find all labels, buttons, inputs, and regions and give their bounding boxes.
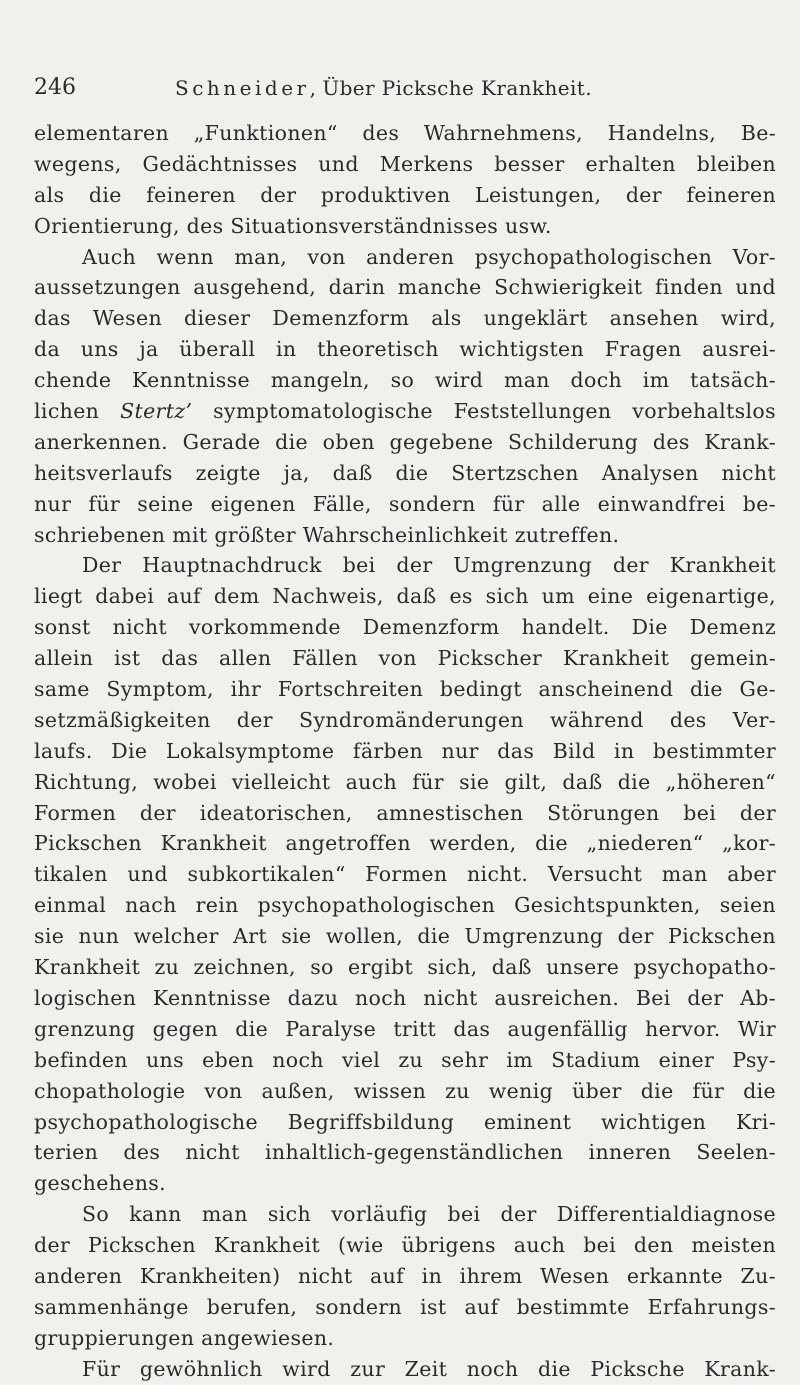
running-title	[175, 70, 592, 106]
text-line: So kann man sich vorläufig bei der Differentialdiagnose	[82, 1202, 776, 1227]
text-line: logischen Kenntnisse dazu noch nicht ausreichen. Bei der Ab-	[34, 985, 776, 1010]
text-line: geschehens.	[34, 1171, 167, 1196]
text-line: terien des nicht inhaltlich-gegenständlichen inneren Seelen-	[34, 1140, 776, 1165]
text-line: Richtung, wobei vielleicht auch für sie gilt, daß die „höheren“	[34, 769, 776, 794]
text-line: aussetzungen ausgehend, darin manche Schwierigkeit finden und	[34, 275, 776, 300]
text-line: der Pickschen Krankheit (wie übrigens auch bei den meisten	[34, 1233, 776, 1258]
text-line: einmal nach rein psychopathologischen Gesichtspunkten, seien	[34, 893, 776, 918]
text-line: schriebenen mit größter Wahrscheinlichkeit zutreffen.	[34, 522, 620, 547]
text-line: setzmäßigkeiten der Syndromänderungen während des Ver-	[34, 707, 776, 732]
running-header	[34, 70, 764, 106]
text-line: sammenhänge berufen, sondern ist auf bestimmte Erfahrungs-	[34, 1294, 776, 1319]
paragraph-1	[34, 118, 776, 242]
text-line: Krankheit zu zeichnen, so ergibt sich, daß unsere psychopatho-	[34, 955, 776, 980]
text-line: Pickschen Krankheit angetroffen werden, die „niederen“ „kor-	[34, 831, 776, 856]
page-number: 246	[34, 75, 76, 100]
text-line: befinden uns eben noch viel zu sehr im Stadium einer Psy-	[34, 1047, 776, 1072]
text-line: tikalen und subkortikalen“ Formen nicht. Versucht man aber	[34, 862, 776, 887]
paragraph-5	[34, 1354, 776, 1385]
text-line: laufs. Die Lokalsymptome färben nur das Bild in bestimmter	[34, 738, 776, 763]
text-line: same Symptom, ihr Fortschreiten bedingt anscheinend die Ge-	[34, 677, 776, 702]
text-line: heitsverlaufs zeigte ja, daß die Stertzschen Analysen nicht	[34, 460, 776, 485]
text-line: da uns ja überall in theoretisch wichtigsten Fragen ausrei-	[34, 337, 776, 362]
text-line: allein ist das allen Fällen von Pickscher Krankheit gemein-	[34, 646, 776, 671]
italic-name: Stertz’	[120, 399, 193, 424]
text-segment: symptomatologische Feststellungen vorbehaltslos	[192, 399, 776, 424]
text-line: Der Hauptnachdruck bei der Umgrenzung der Krankheit	[82, 553, 776, 578]
running-title-text: Über Picksche Krankheit.	[322, 76, 592, 100]
text-line: Auch wenn man, von anderen psychopathologischen Vor-	[82, 244, 776, 269]
text-line: nur für seine eigenen Fälle, sondern für alle einwandfrei be-	[34, 491, 776, 516]
text-line: chopathologie von außen, wissen zu wenig über die für die	[34, 1078, 776, 1103]
text-line: als die feineren der produktiven Leistungen, der feineren	[34, 182, 776, 207]
text-line: Für gewöhnlich wird zur Zeit noch die Picksche Krank-	[82, 1356, 776, 1381]
text-line: psychopathologische Begriffsbildung eminent wichtigen Kri-	[34, 1109, 776, 1134]
running-separator: ,	[309, 76, 323, 100]
text-segment: lichen	[34, 399, 121, 424]
paragraph-4	[34, 1199, 776, 1353]
text-line: wegens, Gedächtnisses und Merkens besser erhalten bleiben	[34, 151, 776, 176]
paragraph-2	[34, 242, 776, 551]
text-line: sie nun welcher Art sie wollen, die Umgrenzung der Pickschen	[34, 924, 776, 949]
text-line: das Wesen dieser Demenzform als ungeklärt ansehen wird,	[34, 306, 776, 331]
body-text	[34, 118, 776, 1385]
text-line: sonst nicht vorkommende Demenzform handelt. Die Demenz	[34, 615, 776, 640]
running-author: Schneider	[175, 76, 310, 100]
text-line: Orientierung, des Situationsverständnisses usw.	[34, 213, 552, 238]
text-line: liegt dabei auf dem Nachweis, daß es sich um eine eigenartige,	[34, 584, 776, 609]
text-line: grenzung gegen die Paralyse tritt das augenfällig hervor. Wir	[34, 1016, 776, 1041]
text-line: elementaren „Funktionen“ des Wahrnehmens, Handelns, Be-	[34, 121, 776, 145]
text-line: anerkennen. Gerade die oben gegebene Schilderung des Krank-	[34, 429, 776, 454]
text-line: chende Kenntnisse mangeln, so wird man doch im tatsäch-	[34, 368, 776, 393]
text-line: Formen der ideatorischen, amnestischen Störungen bei der	[34, 800, 776, 825]
text-line: anderen Krankheiten) nicht auf in ihrem Wesen erkannte Zu-	[34, 1263, 776, 1288]
text-line: gruppierungen angewiesen.	[34, 1325, 335, 1350]
text-line-with-italic	[34, 396, 776, 427]
paragraph-3	[34, 550, 776, 1199]
